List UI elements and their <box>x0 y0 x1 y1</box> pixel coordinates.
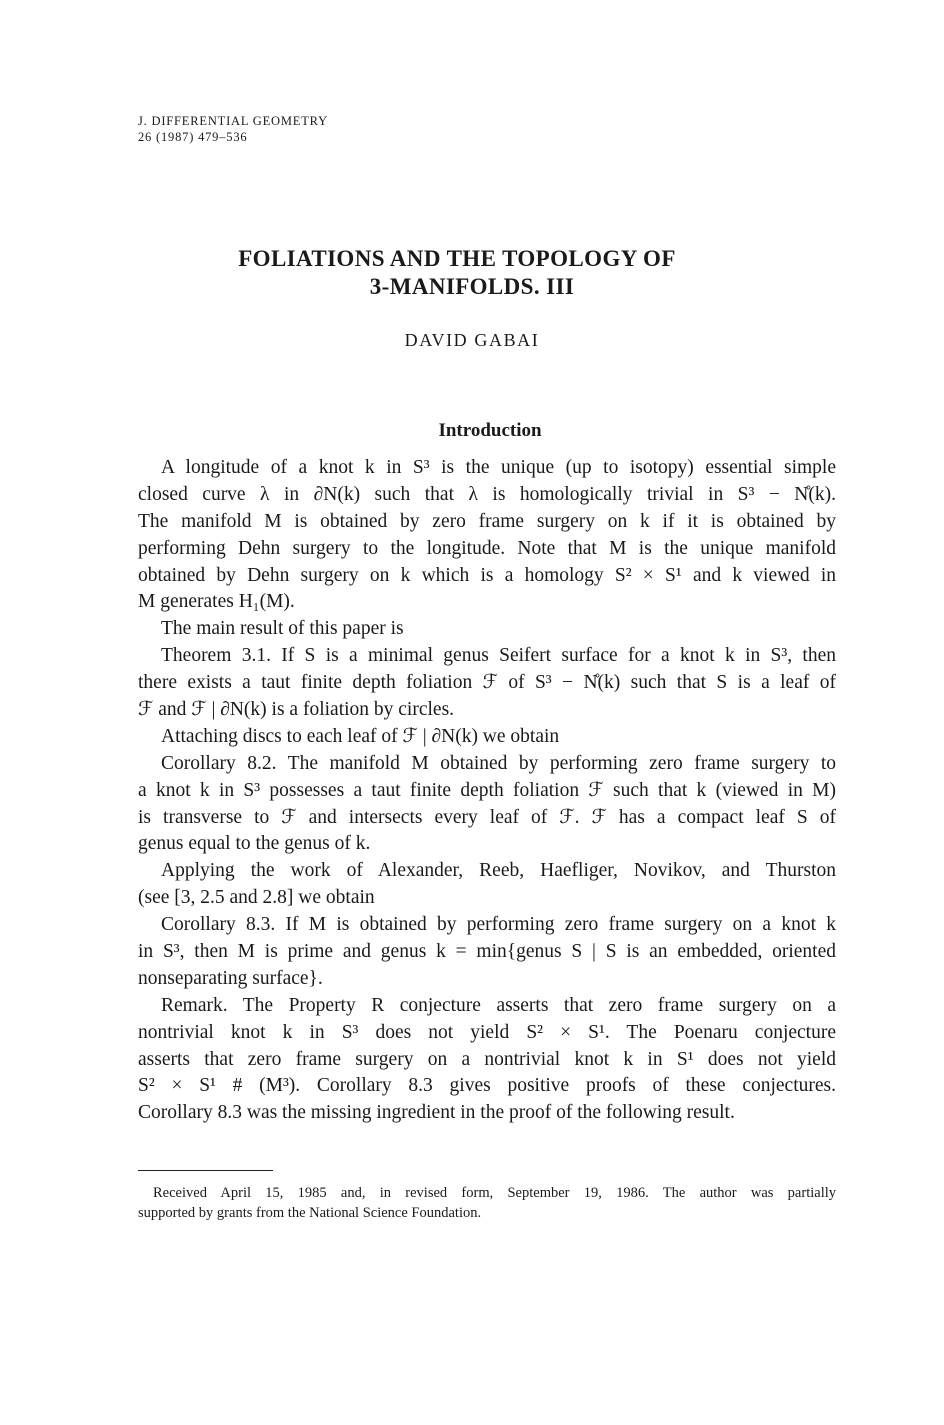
body-line: nonseparating surface}. <box>138 967 323 989</box>
corollary-8-3: Corollary 8.3. If M is obtained by performing zero frame surgery on a knot k <box>161 914 836 936</box>
introduction-body <box>138 455 836 1127</box>
body-line: A longitude of a knot k in S³ is the unique (up to isotopy) essential simple <box>161 457 836 478</box>
body-line: obtained by Dehn surgery on k which is a homology S² × S¹ and k viewed in <box>138 564 836 586</box>
body-line: ℱ and ℱ | ∂N(k) is a foliation by circles. <box>138 699 455 721</box>
author-name: DAVID GABAI <box>404 330 540 350</box>
body-line: closed curve λ in ∂N(k) such that λ is homologically trivial in S³ − N̊(k). <box>138 483 836 505</box>
footnote <box>138 1183 836 1223</box>
body-line: Attaching discs to each leaf of ℱ | ∂N(k) we obtain <box>161 725 560 747</box>
body-line: a knot k in S³ possesses a taut finite depth foliation ℱ such that k (viewed in M) <box>138 779 836 801</box>
body-line: S² × S¹ # (M³). Corollary 8.3 gives positive proofs of these conjectures. <box>138 1075 836 1097</box>
body-line: genus equal to the genus of k. <box>138 833 371 855</box>
body-line: there exists a taut finite depth foliation ℱ of S³ − N̊(k) such that S is a leaf of <box>138 672 836 694</box>
journal-volume: 26 (1987) 479–536 <box>138 130 248 144</box>
journal-name: J. DIFFERENTIAL GEOMETRY <box>138 114 328 128</box>
corollary-8-2: Corollary 8.2. The manifold M obtained by performing zero frame surgery to <box>161 752 836 774</box>
body-line: The manifold M is obtained by zero frame surgery on k if it is obtained by <box>138 510 836 532</box>
journal-header <box>138 113 328 145</box>
body-line: Applying the work of Alexander, Reeb, Haefliger, Novikov, and Thurston <box>161 860 836 882</box>
body-line: nontrivial knot k in S³ does not yield S² × S¹. The Poenaru conjecture <box>138 1021 836 1043</box>
paper-title <box>0 245 944 301</box>
footnote-line-2: supported by grants from the National Science Foundation. <box>138 1205 482 1221</box>
section-heading-introduction: Introduction <box>438 420 542 441</box>
remark: Remark. The Property R conjecture asserts that zero frame surgery on a <box>161 994 836 1016</box>
title-line-2: 3-MANIFOLDS. III <box>369 274 575 299</box>
body-line: Corollary 8.3 was the missing ingredient in the proof of the following result. <box>138 1102 735 1124</box>
body-line: asserts that zero frame surgery on a nontrivial knot k in S¹ does not yield <box>138 1048 836 1070</box>
body-line: in S³, then M is prime and genus k = min{genus S | S is an embedded, oriented <box>138 941 836 963</box>
body-line: (see [3, 2.5 and 2.8] we obtain <box>138 887 375 909</box>
body-line: The main result of this paper is <box>161 618 404 640</box>
footnote-line-1: Received April 15, 1985 and, in revised form, September 19, 1986. The author was partially <box>153 1185 836 1201</box>
body-line: performing Dehn surgery to the longitude. Note that M is the unique manifold <box>138 537 836 559</box>
footnote-rule <box>138 1170 273 1171</box>
title-line-1: FOLIATIONS AND THE TOPOLOGY OF <box>238 246 676 271</box>
theorem-3-1: Theorem 3.1. If S is a minimal genus Seifert surface for a knot k in S³, then <box>161 645 836 667</box>
body-line: M generates H₁(M). <box>138 591 295 613</box>
body-line: is transverse to ℱ and intersects every leaf of ℱ. ℱ has a compact leaf S of <box>138 806 836 828</box>
